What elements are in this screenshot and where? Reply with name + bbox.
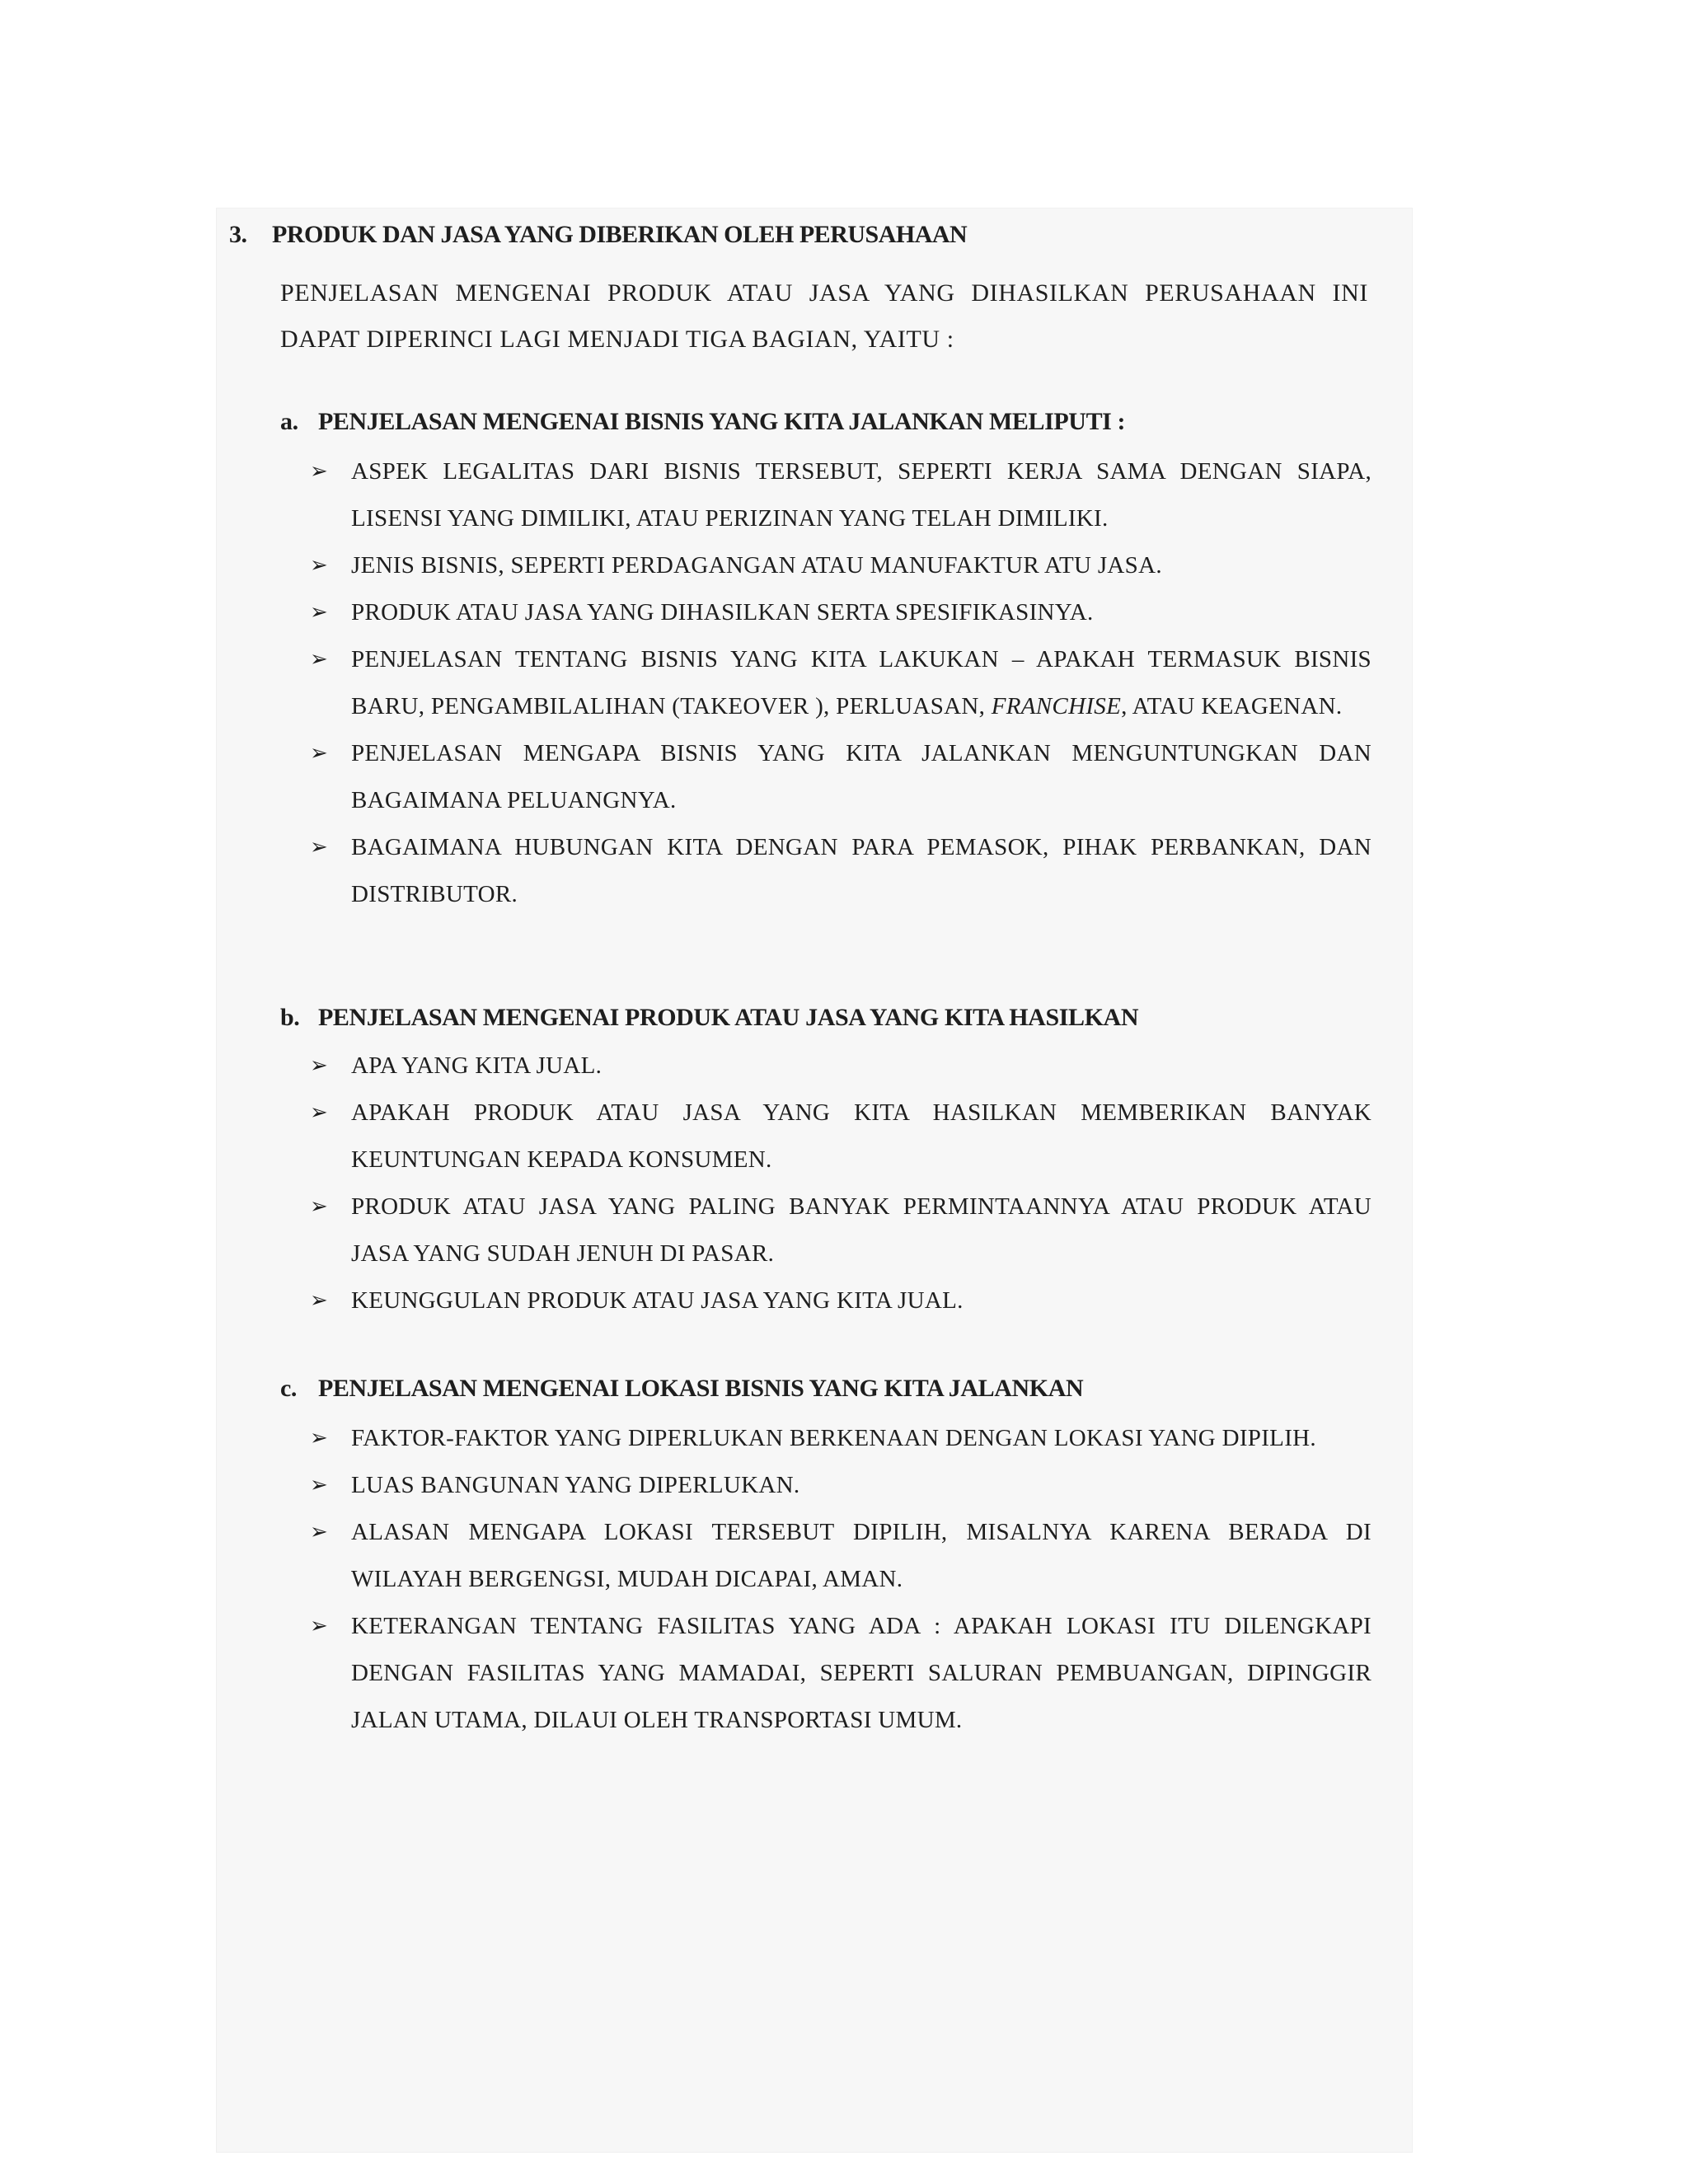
list-item <box>310 1415 1372 1462</box>
list-item-text: KETERANGAN TENTANG FASILITAS YANG ADA : APAKAH LOKASI ITU DILENGKAPI DENGAN FASILITAS YANG MAMADAI, SEPERTI SALURAN PEMBUANGAN, DIPINGGIR JALAN UTAMA, DILAUI OLEH TRANSPORTASI UMUM. <box>351 1613 1372 1733</box>
list-item-text: APAKAH PRODUK ATAU JASA YANG KITA HASILKAN MEMBERIKAN BANYAK KEUNTUNGAN KEPADA KONSUMEN. <box>351 1099 1372 1173</box>
list-item <box>310 1090 1372 1183</box>
subsection-a-heading <box>280 408 1125 436</box>
list-item-text: JENIS BISNIS, SEPERTI PERDAGANGAN ATAU MANUFAKTUR ATU JASA. <box>351 552 1162 579</box>
list-item-text: PENJELASAN MENGAPA BISNIS YANG KITA JALANKAN MENGUNTUNGKAN DAN BAGAIMANA PELUANGNYA. <box>351 740 1372 813</box>
subsection-b-letter: b. <box>280 1004 300 1031</box>
subsection-c-letter: c. <box>280 1375 298 1402</box>
list-item <box>310 1603 1372 1744</box>
arrow-bullet-icon: ➢ <box>310 647 329 672</box>
list-item-text: BAGAIMANA HUBUNGAN KITA DENGAN PARA PEMASOK, PIHAK PERBANKAN, DAN DISTRIBUTOR. <box>351 834 1372 907</box>
subsection-a-title: PENJELASAN MENGENAI BISNIS YANG KITA JALANKAN MELIPUTI : <box>318 408 1126 435</box>
subsection-b-heading <box>280 1004 1138 1032</box>
list-item <box>310 1509 1372 1603</box>
arrow-bullet-icon: ➢ <box>310 1520 329 1544</box>
list-item-text: PENJELASAN TENTANG BISNIS YANG KITA LAKUKAN – APAKAH TERMASUK BISNIS BARU, PENGAMBILALIHAN (TAKEOVER ), PERLUASAN, FRANCHISE, ATAU KEAGENAN. <box>351 646 1372 719</box>
subsection-a-list <box>310 448 1372 918</box>
subsection-c-heading <box>280 1375 1083 1403</box>
list-item-text: APA YANG KITA JUAL. <box>351 1052 603 1079</box>
list-item <box>310 542 1372 589</box>
arrow-bullet-icon: ➢ <box>310 1614 329 1638</box>
list-item-text: LUAS BANGUNAN YANG DIPERLUKAN. <box>351 1472 800 1498</box>
list-item-text: PRODUK ATAU JASA YANG PALING BANYAK PERMINTAANNYA ATAU PRODUK ATAU JASA YANG SUDAH JENUH DI PASAR. <box>351 1193 1372 1267</box>
arrow-bullet-icon: ➢ <box>310 1100 329 1125</box>
arrow-bullet-icon: ➢ <box>310 1194 329 1219</box>
section-heading <box>229 221 967 249</box>
list-item-text: ALASAN MENGAPA LOKASI TERSEBUT DIPILIH, MISALNYA KARENA BERADA DI WILAYAH BERGENGSI, MUDAH DICAPAI, AMAN. <box>351 1519 1372 1592</box>
subsection-c-list <box>310 1415 1372 1744</box>
list-item-text: ASPEK LEGALITAS DARI BISNIS TERSEBUT, SEPERTI KERJA SAMA DENGAN SIAPA, LISENSI YANG DIMILIKI, ATAU PERIZINAN YANG TELAH DIMILIKI. <box>351 458 1372 532</box>
list-item <box>310 1043 1372 1090</box>
list-item <box>310 1462 1372 1509</box>
arrow-bullet-icon: ➢ <box>310 459 329 484</box>
list-item <box>310 824 1372 918</box>
arrow-bullet-icon: ➢ <box>310 1288 329 1313</box>
subsection-a-letter: a. <box>280 408 298 435</box>
section-title: PRODUK DAN JASA YANG DIBERIKAN OLEH PERUSAHAAN <box>272 221 968 248</box>
arrow-bullet-icon: ➢ <box>310 600 329 625</box>
arrow-bullet-icon: ➢ <box>310 835 329 860</box>
arrow-bullet-icon: ➢ <box>310 1426 329 1451</box>
arrow-bullet-icon: ➢ <box>310 1053 329 1078</box>
list-item <box>310 1183 1372 1277</box>
list-item <box>310 730 1372 824</box>
section-intro: PENJELASAN MENGENAI PRODUK ATAU JASA YANG DIHASILKAN PERUSAHAAN INI DAPAT DIPERINCI LAGI MENJADI TIGA BAGIAN, YAITU : <box>280 279 1368 353</box>
list-item <box>310 1277 1372 1324</box>
arrow-bullet-icon: ➢ <box>310 1473 329 1497</box>
list-item-text: KEUNGGULAN PRODUK ATAU JASA YANG KITA JUAL. <box>351 1287 964 1314</box>
list-item <box>310 636 1372 730</box>
list-item-text: FAKTOR-FAKTOR YANG DIPERLUKAN BERKENAAN DENGAN LOKASI YANG DIPILIH. <box>351 1425 1316 1451</box>
subsection-b-list <box>310 1043 1372 1324</box>
list-item <box>310 448 1372 542</box>
list-item <box>310 589 1372 636</box>
subsection-c-title: PENJELASAN MENGENAI LOKASI BISNIS YANG KITA JALANKAN <box>318 1375 1084 1402</box>
subsection-b-title: PENJELASAN MENGENAI PRODUK ATAU JASA YANG KITA HASILKAN <box>318 1004 1139 1031</box>
arrow-bullet-icon: ➢ <box>310 553 329 578</box>
section-number: 3. <box>229 221 247 248</box>
arrow-bullet-icon: ➢ <box>310 741 329 766</box>
list-item-text: PRODUK ATAU JASA YANG DIHASILKAN SERTA SPESIFIKASINYA. <box>351 599 1094 626</box>
